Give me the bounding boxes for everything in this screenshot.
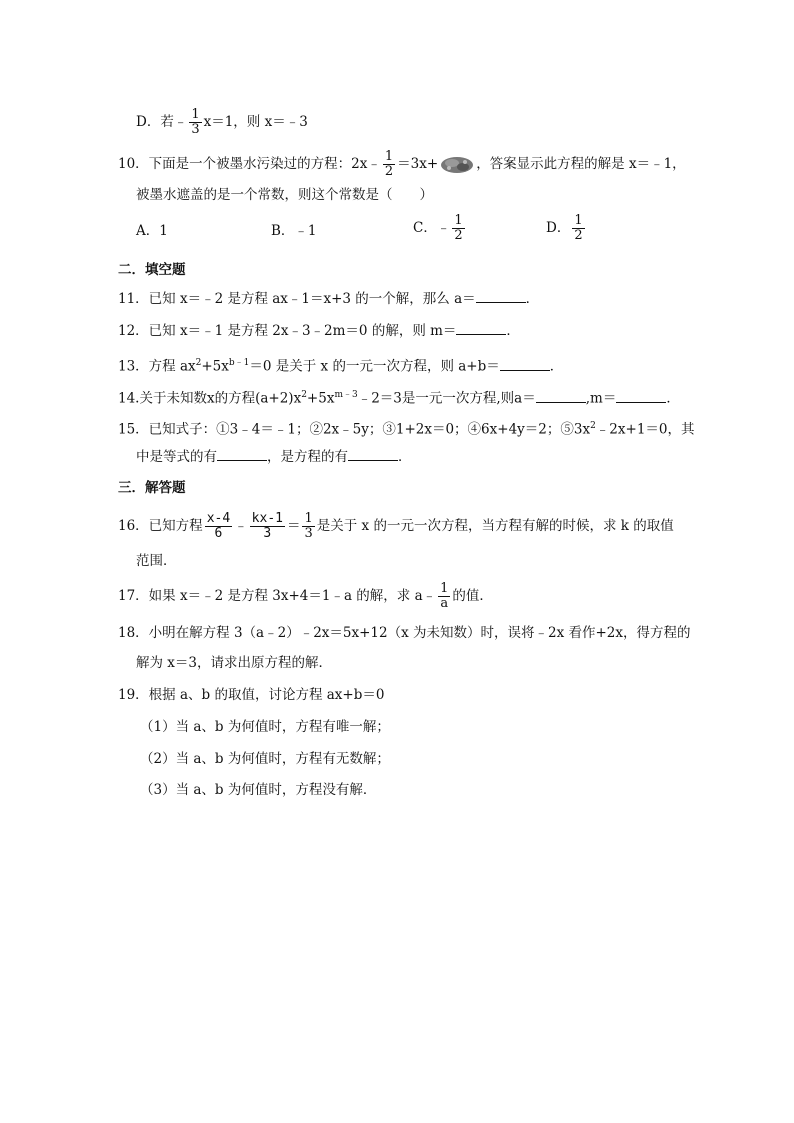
option-text: x＝1，则 x＝﹣3 — [203, 114, 308, 130]
answer-blank — [616, 390, 666, 403]
option-text: 若﹣ — [160, 114, 188, 130]
fraction-denominator: 2 — [574, 228, 583, 243]
fraction — [438, 582, 450, 611]
fraction — [383, 150, 395, 179]
fraction-numerator: 1 — [454, 213, 463, 228]
question-text: 18．小明在解方程 3（a﹣2）﹣2x＝5x+12（x 为未知数）时，误将﹣2x 看作+2x，得方程的 — [118, 625, 691, 641]
answer-blank — [476, 290, 526, 303]
option-label: D． — [546, 220, 571, 236]
question-19-line-1 — [118, 686, 384, 704]
question-10-line-2 — [136, 186, 433, 204]
fraction — [572, 214, 584, 243]
question-17 — [118, 582, 493, 611]
question-16-line-2 — [136, 552, 177, 570]
q10-option-a — [136, 222, 168, 240]
question-text: ，是方程的有 — [267, 449, 348, 465]
option-text: B．﹣1 — [271, 223, 317, 239]
question-text: 16．已知方程 — [118, 518, 203, 534]
fraction-numerator: 1 — [384, 149, 394, 164]
fraction-denominator: 2 — [384, 164, 394, 179]
question-text: 被墨水遮盖的是一个常数，则这个常数是（ ） — [136, 187, 433, 203]
fraction — [250, 512, 285, 541]
question-text: （1）当 a、b 为何值时，方程有唯一解； — [140, 719, 390, 735]
punctuation: ． — [525, 291, 540, 307]
question-14 — [118, 386, 680, 408]
question-19-sub-1 — [140, 718, 390, 736]
question-15-line-2 — [136, 448, 412, 466]
question-18-line-1 — [118, 624, 691, 642]
fraction-denominator: 6 — [214, 526, 223, 541]
question-text: ＝0 是关于 x 的一元一次方程，则 a+b＝ — [249, 358, 500, 375]
fraction-denominator: 3 — [304, 526, 313, 541]
question-text: ，答案显示此方程的解是 x＝﹣1， — [476, 156, 686, 172]
question-text: ＝3x+ — [397, 156, 439, 172]
q9-option-d — [136, 108, 308, 137]
question-15-line-1 — [118, 417, 695, 439]
fraction-numerator: 1 — [304, 511, 313, 526]
question-text: 12．已知 x＝﹣1 是方程 2x﹣3﹣2m＝0 的解，则 m＝ — [118, 323, 457, 339]
question-text: 17．如果 x＝﹣2 是方程 3x+4＝1﹣a 的解，求 a﹣ — [118, 588, 437, 604]
fraction-denominator: a — [440, 596, 449, 611]
question-text: 范围． — [136, 553, 177, 569]
question-19-sub-2 — [140, 750, 390, 768]
question-16-line-1 — [118, 512, 674, 541]
option-label: D． — [136, 114, 161, 130]
operator: ＝ — [286, 518, 301, 534]
question-text: 19．根据 a、b 的取值，讨论方程 ax+b＝0 — [118, 687, 385, 703]
question-text: +5x — [306, 390, 335, 407]
fraction-numerator: 1 — [440, 581, 449, 596]
fraction — [302, 512, 314, 541]
exponent: 2 — [301, 390, 307, 400]
fraction-numerator: x-4 — [206, 511, 231, 526]
question-text: +5x — [201, 358, 229, 375]
question-text: 的值． — [452, 588, 493, 604]
q10-option-d — [546, 214, 587, 243]
question-text: 解为 x＝3，请求出原方程的解． — [136, 655, 332, 671]
fraction-denominator: 2 — [454, 228, 463, 243]
question-text: 10．下面是一个被墨水污染过的方程：2x﹣ — [118, 156, 381, 172]
question-13 — [118, 354, 563, 376]
option-text: A．1 — [136, 223, 168, 239]
question-10-line-1 — [118, 150, 686, 179]
operator: ﹣ — [234, 518, 248, 534]
question-text: ﹣2＝3是一元一次方程,则a＝ — [357, 390, 536, 407]
question-text: 15．已知式子：①3﹣4＝﹣1；②2x﹣5y；③1+2x＝0；④6x+4y＝2；⑤3x — [118, 421, 591, 438]
exponent: 2 — [590, 421, 596, 431]
fraction — [205, 512, 232, 541]
question-11 — [118, 290, 539, 308]
answer-blank — [348, 448, 398, 461]
answer-blank — [500, 358, 550, 371]
answer-blank — [536, 390, 586, 403]
q10-option-c — [413, 214, 467, 243]
fraction — [189, 108, 201, 137]
question-18-line-2 — [136, 654, 332, 672]
exponent: 2 — [195, 358, 202, 368]
question-text: （3）当 a、b 为何值时，方程没有解． — [140, 782, 377, 798]
punctuation: ． — [506, 323, 520, 339]
fraction-denominator: 3 — [191, 122, 200, 137]
option-label: C．﹣ — [413, 220, 451, 236]
fraction-numerator: kx-1 — [251, 511, 283, 526]
punctuation: ． — [398, 449, 412, 465]
section-heading-solve: 三．解答题 — [118, 480, 186, 496]
fraction-denominator: 3 — [263, 526, 272, 541]
answer-blank — [217, 448, 267, 461]
question-text: （2）当 a、b 为何值时，方程有无数解； — [140, 751, 390, 767]
question-text: 14.关于未知数x的方程(a+2)x — [118, 390, 302, 407]
answer-blank — [456, 322, 506, 335]
exponent: b﹣1 — [228, 358, 250, 368]
fraction-numerator: 1 — [574, 213, 583, 228]
question-text: 13．方程 ax — [118, 358, 196, 375]
question-text: 11．已知 x＝﹣2 是方程 ax﹣1＝x+3 的一个解，那么 a＝ — [118, 291, 476, 307]
punctuation: ． — [666, 390, 680, 407]
question-19-sub-3 — [140, 781, 376, 799]
question-text: 是关于 x 的一元一次方程，当方程有解的时候，求 k 的取值 — [316, 518, 674, 534]
fraction — [452, 214, 464, 243]
question-text: ﹣2x+1＝0，其 — [595, 421, 695, 438]
question-12 — [118, 322, 520, 340]
question-text: ,m＝ — [585, 390, 617, 407]
question-text: 中是等式的有 — [136, 449, 217, 465]
q10-option-b — [271, 222, 317, 240]
exponent: m﹣3 — [334, 390, 358, 400]
ink-blot-icon — [440, 156, 474, 174]
fraction-numerator: 1 — [191, 107, 200, 122]
punctuation: ． — [549, 358, 564, 375]
section-heading-fill-blank: 二．填空题 — [118, 262, 186, 278]
